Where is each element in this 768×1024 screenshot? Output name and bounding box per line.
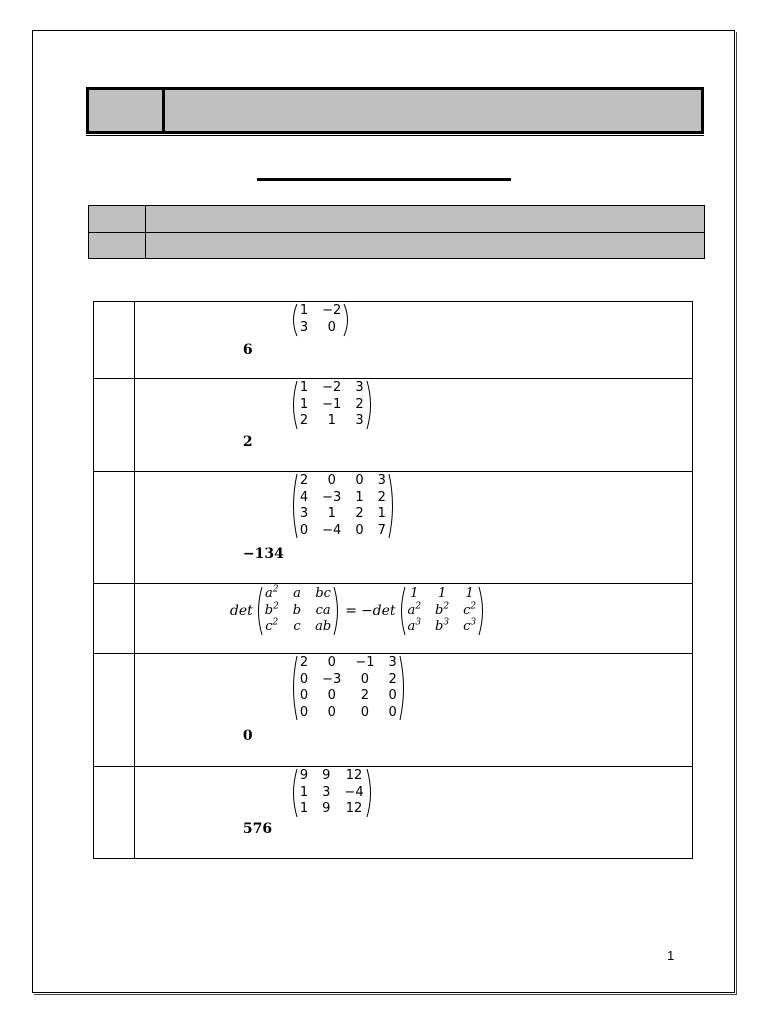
matrix-cell: 2 xyxy=(388,671,397,687)
matrix-cell: 1 xyxy=(327,413,336,429)
matrix-cell: −2 xyxy=(322,380,342,395)
matrix-cell: 1 xyxy=(437,586,447,601)
right-matrix xyxy=(398,586,487,636)
matrix xyxy=(290,768,374,818)
matrix-cell: −3 xyxy=(322,489,342,505)
matrix-cell: −1 xyxy=(355,655,375,670)
exercise-content-cell xyxy=(134,767,692,859)
matrix xyxy=(290,655,407,721)
matrix xyxy=(290,303,351,337)
left-paren xyxy=(290,655,298,721)
matrix-cell: 12 xyxy=(345,768,363,783)
answer: 2 xyxy=(242,434,253,450)
matrix-cell: bc xyxy=(315,586,331,601)
header-underline xyxy=(86,135,704,136)
right-paren xyxy=(478,586,486,636)
matrix-cell: 0 xyxy=(299,522,309,538)
matrix-grid xyxy=(298,303,343,337)
matrix-cell: 1 xyxy=(299,303,309,318)
matrix-cell: 1 xyxy=(465,586,474,601)
matrix-cell: b xyxy=(292,602,302,618)
matrix-cell: 3 xyxy=(322,784,331,800)
exercise-content-cell xyxy=(134,302,692,379)
matrix-cell: 0 xyxy=(327,688,336,703)
matrix-grid xyxy=(298,768,366,818)
matrix-cell: $b^2$ xyxy=(264,601,279,618)
info-row xyxy=(89,232,705,259)
determinant-identity xyxy=(230,586,486,636)
matrix-cell: 1 xyxy=(299,380,309,395)
exercise-row xyxy=(94,472,693,584)
matrix-cell: ab xyxy=(315,619,332,635)
matrix-cell: 2 xyxy=(299,473,309,488)
matrix-cell: 0 xyxy=(327,320,336,335)
exercise-number-cell xyxy=(94,472,135,584)
left-paren xyxy=(255,586,263,636)
matrix-cell: 9 xyxy=(299,768,309,783)
answer: 576 xyxy=(242,821,273,837)
page-border-shadow-right xyxy=(735,32,737,995)
header-cell-right xyxy=(165,90,701,131)
right-paren xyxy=(343,303,351,337)
matrix-cell: 0 xyxy=(299,671,309,687)
right-paren xyxy=(366,768,374,818)
matrix-cell: 2 xyxy=(299,413,309,429)
matrix-cell: 2 xyxy=(355,396,364,412)
answer: −134 xyxy=(242,546,284,562)
matrix-cell: $b^2$ xyxy=(435,601,450,618)
exercise-content-cell xyxy=(134,584,692,654)
matrix-cell: $a^3$ xyxy=(407,618,422,635)
matrix-cell: 9 xyxy=(322,768,331,783)
matrix-cell: 0 xyxy=(327,473,336,488)
matrix-cell: 12 xyxy=(345,801,363,817)
exercise-row xyxy=(94,379,693,472)
info-cell xyxy=(146,232,705,259)
exercise-row xyxy=(94,767,693,859)
matrix-cell: 0 xyxy=(355,522,364,538)
matrix-cell: 0 xyxy=(388,688,397,703)
matrix-cell: $b^3$ xyxy=(435,618,450,635)
exercise-content-cell xyxy=(134,654,692,767)
matrix-cell: 0 xyxy=(360,671,370,687)
matrix-cell: 1 xyxy=(355,489,364,505)
matrix-cell: $c^2$ xyxy=(463,601,477,618)
matrix-cell: 2 xyxy=(377,489,386,505)
matrix-cell: 0 xyxy=(327,704,336,720)
info-cell xyxy=(89,232,146,259)
matrix-cell: 7 xyxy=(377,522,386,538)
matrix-cell: a xyxy=(293,586,301,601)
matrix-cell: $a^2$ xyxy=(265,584,279,601)
matrix-cell: 3 xyxy=(299,320,309,335)
right-paren xyxy=(366,380,374,430)
matrix-cell: 0 xyxy=(299,688,309,703)
matrix-cell: c xyxy=(293,619,301,635)
exercise-content-cell xyxy=(134,379,692,472)
info-cell xyxy=(146,206,705,233)
answer: 0 xyxy=(242,728,253,744)
right-paren xyxy=(333,586,341,636)
matrix-cell: 4 xyxy=(299,489,309,505)
exercise-table xyxy=(93,301,693,859)
right-paren xyxy=(399,655,407,721)
matrix-cell: 2 xyxy=(360,688,370,703)
matrix-grid xyxy=(298,380,366,430)
matrix-cell: −4 xyxy=(344,784,364,800)
page-number: 1 xyxy=(667,948,675,963)
title-rule xyxy=(257,178,511,181)
matrix-cell: 1 xyxy=(299,784,309,800)
exercise-number-cell xyxy=(94,654,135,767)
matrix-cell: $c^3$ xyxy=(463,618,477,635)
equals-sign: = xyxy=(345,603,357,619)
left-paren xyxy=(290,303,298,337)
exercise-number-cell xyxy=(94,379,135,472)
exercise-row xyxy=(94,302,693,379)
matrix-cell: $c^2$ xyxy=(265,618,279,635)
matrix-cell: 3 xyxy=(355,380,364,395)
info-table xyxy=(88,205,705,259)
exercise-content-cell xyxy=(134,472,692,584)
matrix-grid xyxy=(406,586,479,636)
exercise-row xyxy=(94,654,693,767)
matrix-grid xyxy=(298,655,399,721)
left-paren xyxy=(290,473,298,539)
info-row xyxy=(89,206,705,233)
answer: 6 xyxy=(242,342,253,358)
matrix-grid xyxy=(298,473,388,539)
matrix-cell: −1 xyxy=(322,396,342,412)
matrix-cell: −4 xyxy=(322,522,342,538)
matrix-cell: −2 xyxy=(322,303,342,318)
exercise-number-cell xyxy=(94,767,135,859)
matrix-cell: 9 xyxy=(322,801,331,817)
info-cell xyxy=(89,206,146,233)
matrix-cell: 0 xyxy=(355,473,364,488)
matrix-cell: 0 xyxy=(388,704,397,720)
matrix-cell: 0 xyxy=(299,704,309,720)
matrix-cell: 3 xyxy=(299,506,309,521)
matrix-grid xyxy=(263,586,333,636)
matrix-cell: 1 xyxy=(299,801,309,817)
page-border-shadow-bottom xyxy=(34,993,737,995)
exercise-number-cell xyxy=(94,584,135,654)
left-paren xyxy=(290,768,298,818)
matrix-cell: 0 xyxy=(327,655,336,670)
matrix-cell: 0 xyxy=(360,704,370,720)
matrix-cell: 1 xyxy=(299,396,309,412)
exercise-row xyxy=(94,584,693,654)
matrix-cell: 3 xyxy=(377,473,386,488)
det-label: det xyxy=(229,603,253,619)
matrix-cell: −3 xyxy=(322,671,342,687)
matrix-cell: 2 xyxy=(355,506,364,521)
matrix-cell: ca xyxy=(315,602,331,618)
matrix-cell: 1 xyxy=(410,586,419,601)
left-paren xyxy=(398,586,406,636)
right-paren xyxy=(388,473,396,539)
exercise-number-cell xyxy=(94,302,135,379)
matrix-cell: 3 xyxy=(355,413,364,429)
matrix-cell: 1 xyxy=(377,506,386,521)
header-cell-left xyxy=(89,90,165,131)
matrix-cell: 2 xyxy=(299,655,309,670)
header-box xyxy=(86,87,704,134)
left-matrix xyxy=(255,586,341,636)
matrix xyxy=(290,380,374,430)
neg-det-label: −det xyxy=(360,603,396,619)
left-paren xyxy=(290,380,298,430)
matrix xyxy=(290,473,396,539)
matrix-cell: 3 xyxy=(388,655,397,670)
matrix-cell: 1 xyxy=(327,506,336,521)
matrix-cell: $a^2$ xyxy=(407,601,422,618)
